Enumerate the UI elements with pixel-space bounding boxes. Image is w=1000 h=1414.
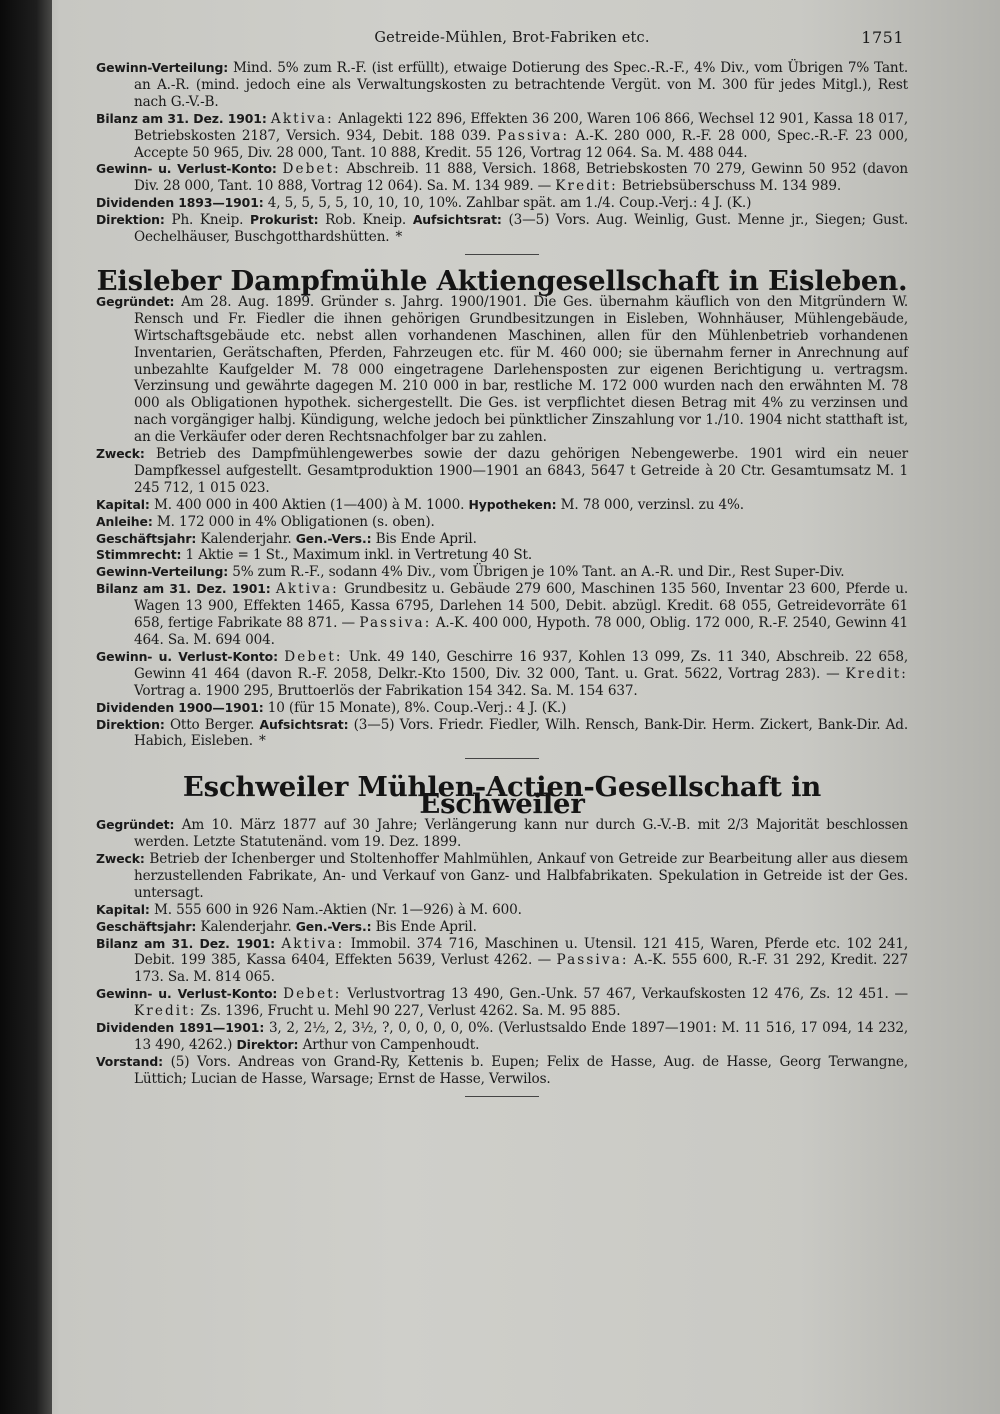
eschweiler-gegruendet bbox=[96, 817, 908, 851]
entry-label: Gen.-Vers.: bbox=[295, 918, 372, 934]
entry-label: Bilanz am 31. Dez. 1901: bbox=[96, 935, 276, 951]
entry-text: Unk. 49 140, Geschirre 16 937, Kohlen 13 099, Zs. 11 340, Abschreib. 22 658, Gewinn 41 464 (davon R.-F. 2058, Delkr.-Kto 1500, Div. 32 000, Tant. u. Grat. 5622, Vortrag 283). — bbox=[134, 648, 908, 682]
entry-text: A.-K. 400 000, Hypoth. 78 000, Oblig. 172 000, R.-F. 2540, Gewinn 41 464. Sa. M. 694 004. bbox=[134, 615, 908, 648]
company-heading-eisleben: Eisleber Dampfmühle Aktiengesellschaft in Eisleben. bbox=[96, 264, 908, 297]
entry-label: Bilanz am 31. Dez. 1901: bbox=[96, 581, 271, 597]
aktiva-word: Aktiva: bbox=[275, 581, 339, 598]
entry-text: Zs. 1396, Frucht u. Mehl 90 227, Verlust 4262. Sa. M. 95 885. bbox=[200, 1003, 621, 1020]
entry-text: Anlagekti 122 896, Effekten 36 200, Waren 106 866, Wechsel 12 901, Kassa 18 017, Betriebskosten 2187, Versich. 934, Debit. 188 039. bbox=[134, 110, 909, 144]
eisleben-gegruendet bbox=[96, 294, 908, 446]
entry-text: Kalenderjahr. bbox=[200, 530, 292, 547]
eschweiler-vorstand bbox=[96, 1054, 908, 1088]
eisleben-zweck bbox=[96, 446, 908, 497]
entry-text: Arthur von Campenhoudt. bbox=[302, 1036, 480, 1053]
entry-label: Gewinn-Verteilung: bbox=[96, 60, 229, 75]
page-number: 1751 bbox=[861, 28, 904, 47]
book-spine bbox=[0, 0, 52, 1414]
entry-label: Aufsichtsrat: bbox=[412, 212, 502, 228]
entry-label: Direktion: bbox=[96, 212, 165, 228]
eisleben-geschaeftsjahr bbox=[96, 531, 908, 548]
section-divider bbox=[465, 758, 539, 759]
passiva-word: Passiva: bbox=[556, 952, 629, 969]
entry-text: 1 Aktie = 1 St., Maximum inkl. in Vertretung 40 St. bbox=[185, 547, 532, 564]
entry-label: Geschäftsjahr: bbox=[96, 918, 197, 934]
entry-label: Geschäftsjahr: bbox=[96, 530, 197, 546]
entry-text: Vortrag a. 1900 295, Bruttoerlös der Fabrikation 154 342. Sa. M. 154 637. bbox=[134, 682, 638, 699]
section-divider bbox=[465, 1096, 539, 1097]
entry-text: 3, 2, 2½, 2, 3½, ?, 0, 0, 0, 0, 0%. (Verlustsaldo Ende 1897—1901: M. 11 516, 17 094, 14 232, 13 490, 4262.) bbox=[134, 1020, 908, 1053]
entry-label: Gewinn-Verteilung: bbox=[96, 564, 229, 580]
kredit-word: Kredit: bbox=[555, 178, 618, 195]
prev-direktion bbox=[96, 212, 908, 246]
entry-text: Verlustvortrag 13 490, Gen.-Unk. 57 467, Verkaufskosten 12 476, Zs. 12 451. — bbox=[347, 986, 909, 1003]
section-divider bbox=[465, 254, 539, 255]
entry-label: Direktor: bbox=[236, 1036, 299, 1052]
entry-label: Gegründet: bbox=[96, 293, 175, 309]
entry-label: Gewinn- u. Verlust-Konto: bbox=[96, 161, 277, 177]
entry-label: Vorstand: bbox=[96, 1053, 163, 1069]
entry-label: Zweck: bbox=[96, 446, 145, 462]
prev-gewinn-verteilung bbox=[96, 60, 908, 111]
eschweiler-gewinn-verlust-konto bbox=[96, 986, 908, 1020]
aktiva-word: Aktiva: bbox=[281, 935, 345, 952]
entry-text: Rob. Kneip. bbox=[325, 212, 407, 229]
header-title: Getreide-Mühlen, Brot-Fabriken etc. bbox=[374, 30, 650, 46]
eisleben-direktion bbox=[96, 717, 908, 751]
entry-text: Bis Ende April. bbox=[375, 530, 477, 547]
eisleben-anleihe bbox=[96, 514, 908, 531]
eschweiler-kapital bbox=[96, 902, 908, 919]
entry-text: A.-K. 555 600, R.-F. 31 292, Kredit. 227 173. Sa. M. 814 065. bbox=[134, 952, 909, 986]
entry-text: Am 10. März 1877 auf 30 Jahre; Verlängerung kann nur durch G.-V.-B. mit 2/3 Majorität beschlossen werden. Letzte Statutenänd. vom 19. Dez. 1899. bbox=[134, 817, 909, 851]
entry-text: Kalenderjahr. bbox=[200, 918, 292, 935]
entry-label: Stimmrecht: bbox=[96, 547, 182, 563]
eisleben-bilanz bbox=[96, 581, 908, 649]
entry-label: Direktion: bbox=[96, 716, 165, 732]
prev-gewinn-verlust-konto bbox=[96, 161, 908, 195]
entry-label: Kapital: bbox=[96, 496, 150, 512]
debet-word: Debet: bbox=[284, 648, 343, 665]
kredit-word: Kredit: bbox=[845, 665, 908, 682]
entry-label: Gen.-Vers.: bbox=[295, 530, 372, 546]
entry-text: Betriebsüberschuss M. 134 989. bbox=[621, 178, 842, 195]
entry-text: 5% zum R.-F., sodann 4% Div., vom Übrigen je 10% Tant. an A.-R. und Dir., Rest Super-Div. bbox=[232, 564, 845, 581]
entry-label: Dividenden 1893—1901: bbox=[96, 195, 264, 211]
eschweiler-bilanz bbox=[96, 936, 908, 987]
prev-bilanz bbox=[96, 111, 908, 162]
entry-label: Kapital: bbox=[96, 901, 150, 917]
debet-word: Debet: bbox=[282, 161, 341, 178]
entry-text: M. 400 000 in 400 Aktien (1—400) à M. 1000. bbox=[153, 496, 465, 513]
entry-text: M. 172 000 in 4% Obligationen (s. oben). bbox=[156, 513, 435, 530]
passiva-word: Passiva: bbox=[359, 615, 432, 632]
entry-text: A.-K. 280 000, R.-F. 28 000, Spec.-R.-F. 23 000, Accepte 50 965, Div. 28 000, Tant. 10 888, Kredit. 55 126, Vortrag 12 064. Sa. M. 488 044. bbox=[134, 127, 909, 161]
kredit-word: Kredit: bbox=[134, 1003, 197, 1020]
eisleben-dividenden bbox=[96, 700, 908, 717]
eisleben-kapital bbox=[96, 497, 908, 514]
entry-text: (3—5) Vors. Friedr. Fiedler, Wilh. Rensch, Bank-Dir. Herm. Zickert, Bank-Dir. Ad. Habich, Eisleben. bbox=[134, 716, 909, 750]
entry-text: (3—5) Vors. Aug. Weinlig, Gust. Menne jr., Siegen; Gust. Oechelhäuser, Buschgotthardshütten. bbox=[134, 212, 909, 246]
eisleben-stimmrecht bbox=[96, 547, 908, 564]
entry-text: M. 78 000, verzinsl. zu 4%. bbox=[560, 496, 744, 513]
entry-label: Anleihe: bbox=[96, 513, 153, 529]
star-mark: * bbox=[395, 229, 403, 246]
star-mark: * bbox=[258, 733, 266, 750]
entry-text: Am 28. Aug. 1899. Gründer s. Jahrg. 1900/1901. Die Ges. übernahm käuflich von den Mitgründern W. Rensch und Fr. Fiedler die ihnen gehörigen Grundbesitzungen in Eisleben, Wohnhäuser, Mühlengebäude, Wirtschaftsgebäude etc. nebst allen vorhandenen Maschinen, allen für den Mühlenbetrieb vorhandenen Inventarien, Gerätschaften, Pferden, Fahrzeugen etc. für M. 460 000; sie übernahm ferner in Anrechnung auf unbezahlte Kaufgelder M. 78 000 eingetragene Darlehensposten zur eigenen Berichtigung u. vertragsm. Verzinsung und gewährte dagegen M. 210 000 in bar, restliche M. 172 000 wurden nach den erwähnten M. 78 000 als Obligationen hypothek. sichergestellt. Die Ges. ist verpflichtet diesen Betrag mit 4% zu verzinsen und nach vorgängiger halbj. Kündigung, welche jedoch bei pünktlicher Zinszahlung vor 1./10. 1904 nicht statthaft ist, an die Verkäufer oder deren Rechtsnachfolger bar zu zahlen. bbox=[134, 293, 908, 446]
entry-label: Aufsichtsrat: bbox=[259, 716, 349, 732]
eschweiler-geschaeftsjahr bbox=[96, 919, 908, 936]
company-heading-eschweiler: Eschweiler Mühlen-Actien-Gesellschaft in Eschweiler bbox=[182, 771, 822, 821]
eisleben-gewinn-verteilung bbox=[96, 564, 908, 581]
entry-text: Otto Berger. bbox=[169, 716, 255, 733]
entry-text: Mind. 5% zum R.-F. (ist erfüllt), etwaige Dotierung des Spec.-R.-F., 4% Div., vom Übrigen 7% Tant. an A.-R. (mind. jedoch eine als Verwaltungskosten zu betrachtende Vergüt. von M. 300 für jedes Mitgl.), Rest nach G.-V.-B. bbox=[134, 60, 908, 110]
entry-label: Zweck: bbox=[96, 850, 145, 866]
entry-label: Dividenden 1891—1901: bbox=[96, 1020, 265, 1036]
entry-text: Grundbesitz u. Gebäude 279 600, Maschinen 135 560, Inventar 23 600, Pferde u. Wagen 13 900, Effekten 1465, Kassa 6795, Darlehen 14 500, Debit. abzügl. Kredit. 68 055, Getreidevorräte 61 658, fertige Fabrikate 88 871. — bbox=[134, 581, 909, 632]
entry-text: 4, 5, 5, 5, 5, 10, 10, 10, 10%. Zahlbar spät. am 1./4. Coup.-Verj.: 4 J. (K.) bbox=[267, 195, 752, 212]
entry-label: Prokurist: bbox=[250, 212, 319, 228]
entry-text: 10 (für 15 Monate), 8%. Coup.-Verj.: 4 J. (K.) bbox=[267, 699, 567, 716]
aktiva-word: Aktiva: bbox=[270, 110, 334, 127]
page-content bbox=[96, 30, 908, 1097]
passiva-word: Passiva: bbox=[497, 127, 570, 144]
entry-label: Gewinn- u. Verlust-Konto: bbox=[96, 648, 278, 664]
entry-text: M. 555 600 in 926 Nam.-Aktien (Nr. 1—926) à M. 600. bbox=[153, 901, 522, 918]
entry-text: (5) Vors. Andreas von Grand-Ry, Kettenis b. Eupen; Felix de Hasse, Aug. de Hasse, Georg Terwangne, Lüttich; Lucian de Hasse, Warsage; Ernst de Hasse, Verwilos. bbox=[134, 1053, 909, 1087]
prev-dividenden bbox=[96, 195, 908, 212]
entry-text: Abschreib. 11 888, Versich. 1868, Betriebskosten 70 279, Gewinn 50 952 (davon Div. 28 000, Tant. 10 888, Vortrag 12 064). Sa. M. 134 989. — bbox=[134, 161, 909, 195]
entry-label: Gegründet: bbox=[96, 817, 175, 833]
eschweiler-zweck bbox=[96, 851, 908, 902]
entry-label: Hypotheken: bbox=[468, 496, 557, 512]
entry-label: Gewinn- u. Verlust-Konto: bbox=[96, 986, 278, 1002]
entry-text: Betrieb der Ichenberger und Stoltenhoffer Mahlmühlen, Ankauf von Getreide zur Bearbeitung aller aus diesem herzustellenden Fabrikate, An- und Verkauf von Ganz- und Halbfabrikaten. Spekulation in Getreide ist der Ges. untersagt. bbox=[134, 850, 908, 901]
running-header bbox=[96, 30, 908, 60]
entry-text: Bis Ende April. bbox=[375, 918, 477, 935]
eisleben-gewinn-verlust-konto bbox=[96, 649, 908, 700]
entry-text: Immobil. 374 716, Maschinen u. Utensil. 121 415, Waren, Pferde etc. 102 241, Debit. 199 385, Kassa 6404, Effekten 5639, Verlust 4262. — bbox=[134, 935, 909, 969]
entry-text: Betrieb des Dampfmühlengewerbes sowie der dazu gehörigen Nebengewerbe. 1901 wird ein neuer Dampfkessel aufgestellt. Gesamtproduktion 1900—1901 an 6843, 5647 t Getreide à 20 Ctr. Gesamtumsatz M. 1 245 712, 1 015 023. bbox=[134, 446, 909, 496]
debet-word: Debet: bbox=[283, 986, 342, 1003]
entry-label: Dividenden 1900—1901: bbox=[96, 699, 264, 715]
eschweiler-dividenden bbox=[96, 1020, 908, 1054]
entry-label: Bilanz am 31. Dez. 1901: bbox=[96, 110, 267, 126]
entry-text: Ph. Kneip. bbox=[171, 212, 244, 229]
